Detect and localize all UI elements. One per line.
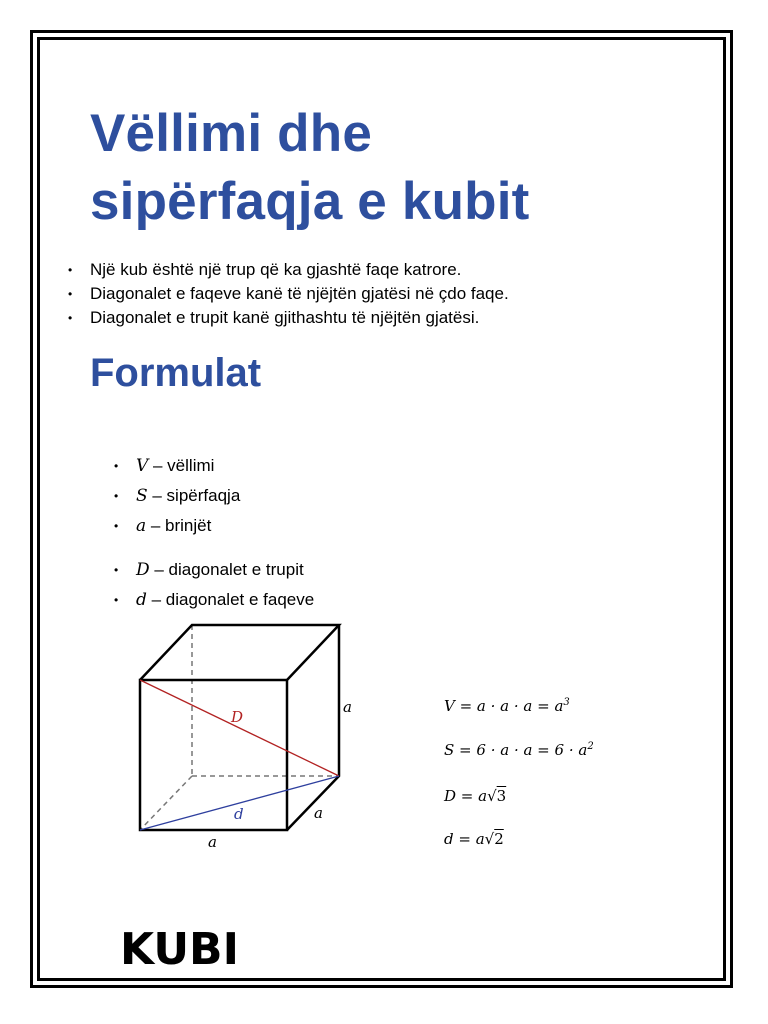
- volume-exponent: 3: [563, 697, 570, 708]
- definition-symbol: a: [136, 516, 147, 536]
- body-diagonal-formula: [444, 787, 506, 805]
- cube-top-face: [140, 625, 339, 680]
- definition-symbol: D: [136, 560, 150, 580]
- volume-formula-text: V = a · a · a = a: [444, 697, 564, 715]
- intro-list: [66, 258, 509, 330]
- face-diagonal-radicand: 2: [494, 830, 504, 848]
- definition-text: – diagonalet e faqeve: [146, 590, 315, 609]
- edge-label-bottom: a: [208, 833, 217, 851]
- edge-label-depth: a: [314, 804, 323, 822]
- body-diagonal-label: D: [231, 708, 244, 726]
- page-title-line-2: sipërfaqja e kubit: [90, 172, 530, 231]
- definition-item: [112, 481, 240, 511]
- bullet-icon: •: [114, 593, 119, 607]
- definition-symbol: V: [136, 456, 149, 476]
- bullet-icon: •: [68, 263, 73, 277]
- page-title-line-1: Vëllimi dhe: [90, 104, 373, 163]
- surface-formula-text: S = 6 · a · a = 6 · a: [444, 741, 588, 759]
- volume-formula: [444, 697, 570, 715]
- intro-text: Diagonalet e faqeve kanë të njëjtën gjatësi në çdo faqe.: [90, 284, 509, 303]
- definition-item: [112, 555, 314, 585]
- body-diagonal-line: [140, 680, 339, 776]
- definition-text: – brinjët: [146, 516, 212, 535]
- intro-text: Diagonalet e trupit kanë gjithashtu të njëjtën gjatësi.: [90, 308, 480, 327]
- cube-hidden-edge: [140, 776, 192, 830]
- definition-text: – vëllimi: [148, 456, 215, 475]
- definition-symbol: S: [136, 486, 148, 506]
- intro-item: [66, 282, 509, 306]
- formulas-heading: Formulat: [90, 351, 262, 395]
- cube-right-face: [287, 625, 339, 830]
- body-diagonal-formula-text: D = a: [444, 787, 488, 805]
- bullet-icon: •: [114, 459, 119, 473]
- footer-title: KUBI: [120, 924, 239, 975]
- bullet-icon: •: [68, 311, 73, 325]
- definition-item: [112, 585, 314, 615]
- sqrt-icon: √: [487, 787, 497, 805]
- cube-diagram: [120, 615, 370, 855]
- bullet-icon: •: [114, 489, 119, 503]
- definition-item: [112, 451, 240, 481]
- intro-item: [66, 258, 509, 282]
- surface-exponent: 2: [587, 741, 594, 752]
- sqrt-icon: √: [484, 830, 495, 848]
- bullet-icon: •: [114, 563, 119, 577]
- body-diagonal-radicand: 3: [496, 787, 507, 805]
- definitions-list: [112, 451, 240, 541]
- edge-label-vertical: a: [343, 698, 352, 716]
- intro-item: [66, 306, 509, 330]
- bullet-icon: •: [68, 287, 73, 301]
- bullet-icon: •: [114, 519, 119, 533]
- cube-front-face: [140, 680, 287, 830]
- definition-text: – diagonalet e trupit: [149, 560, 304, 579]
- definition-symbol: d: [136, 590, 147, 610]
- definition-item: [112, 511, 240, 541]
- page-title: [90, 100, 530, 236]
- diagonal-definitions-list: [112, 555, 314, 615]
- face-diagonal-formula: [444, 830, 504, 848]
- definition-text: – sipërfaqja: [147, 486, 241, 505]
- face-diagonal-formula-text: d = a: [444, 830, 485, 848]
- face-diagonal-label: d: [234, 805, 244, 823]
- surface-formula: [444, 741, 594, 759]
- intro-text: Një kub është një trup që ka gjashtë faqe katrore.: [90, 260, 462, 279]
